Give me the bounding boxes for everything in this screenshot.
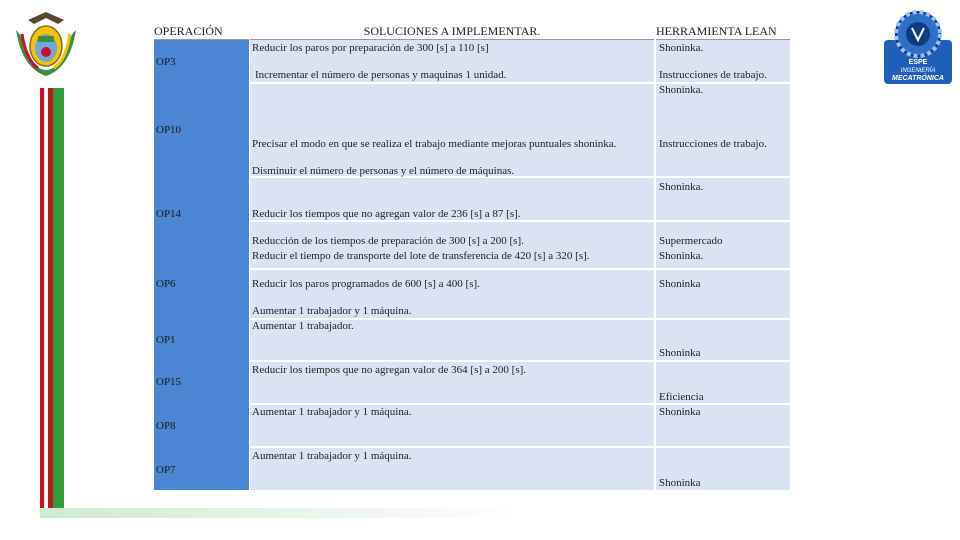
row-divider <box>250 446 790 448</box>
tool-text: Shoninka <box>659 278 701 290</box>
op-label: OP6 <box>156 278 176 290</box>
logo-line-mecatronica: MECATRÓNICA <box>892 75 944 82</box>
op-label: OP7 <box>156 464 176 476</box>
solution-text: Reducir los paros programados de 600 [s] a 400 [s]. <box>252 278 480 290</box>
flag-stripe-green <box>53 88 64 516</box>
solution-text: Aumentar 1 trabajador y 1 máquina. <box>252 406 412 418</box>
tool-text: Shoninka. <box>659 84 704 96</box>
solution-text: Reducción de los tiempos de preparación de 300 [s] a 200 [s]. <box>252 235 524 247</box>
logo-line-espe: ESPE <box>908 59 928 66</box>
tool-text: Shoninka. <box>659 181 704 193</box>
op-label: OP15 <box>156 376 182 388</box>
op-label: OP3 <box>156 56 176 68</box>
row-divider <box>250 82 790 84</box>
tool-text: Shoninka. <box>659 42 704 54</box>
solution-text: Reducir los tiempos que no agregan valor de 236 [s] a 87 [s]. <box>252 208 521 220</box>
tool-text: Shoninka. <box>659 250 704 262</box>
tool-text: Shoninka <box>659 406 701 418</box>
espe-mecatronica-logo <box>882 6 954 86</box>
tool-text: Eficiencia <box>659 391 704 403</box>
op-label: OP1 <box>156 334 176 346</box>
op-label: OP10 <box>156 124 182 136</box>
row-divider <box>250 360 790 362</box>
tool-text: Shoninka <box>659 477 701 489</box>
solution-text: Reducir los paros por preparación de 300 [s] a 110 [s] <box>252 42 489 54</box>
coat-of-arms-emblem <box>8 8 84 80</box>
solutions-table <box>154 24 790 490</box>
solution-text: Disminuir el número de personas y el número de máquinas. <box>252 165 515 177</box>
solution-text: Reducir los tiempos que no agregan valor de 364 [s] a 200 [s]. <box>252 364 527 376</box>
solution-text: Reducir el tiempo de transporte del lote de transferencia de 420 [s] a 320 [s]. <box>252 250 590 262</box>
header-herramienta: HERRAMIENTA LEAN <box>656 24 790 40</box>
row-divider <box>250 268 790 270</box>
logo-line-ingenieria: INGENIERÍA <box>900 68 936 74</box>
op-label: OP14 <box>156 208 182 220</box>
solution-text: Precisar el modo en que se realiza el trabajo mediante mejoras puntuales shoninka. <box>252 138 617 150</box>
tool-text: Shoninka <box>659 347 701 359</box>
solution-text: Aumentar 1 trabajador. <box>252 320 354 332</box>
header-soluciones: SOLUCIONES A IMPLEMENTAR. <box>250 24 654 40</box>
decorative-floor-gradient <box>40 508 520 518</box>
header-operacion: OPERACIÓN <box>154 24 249 40</box>
tool-text: Instrucciones de trabajo. <box>659 69 767 81</box>
tool-text: Instrucciones de trabajo. <box>659 138 767 150</box>
solution-text: Incrementar el número de personas y maquinas 1 unidad. <box>255 69 507 81</box>
op-label: OP8 <box>156 420 176 432</box>
solution-text: Aumentar 1 trabajador y 1 máquina. <box>252 450 412 462</box>
tool-text: Supermercado <box>659 235 723 247</box>
solution-text: Aumentar 1 trabajador y 1 máquina. <box>252 305 412 317</box>
